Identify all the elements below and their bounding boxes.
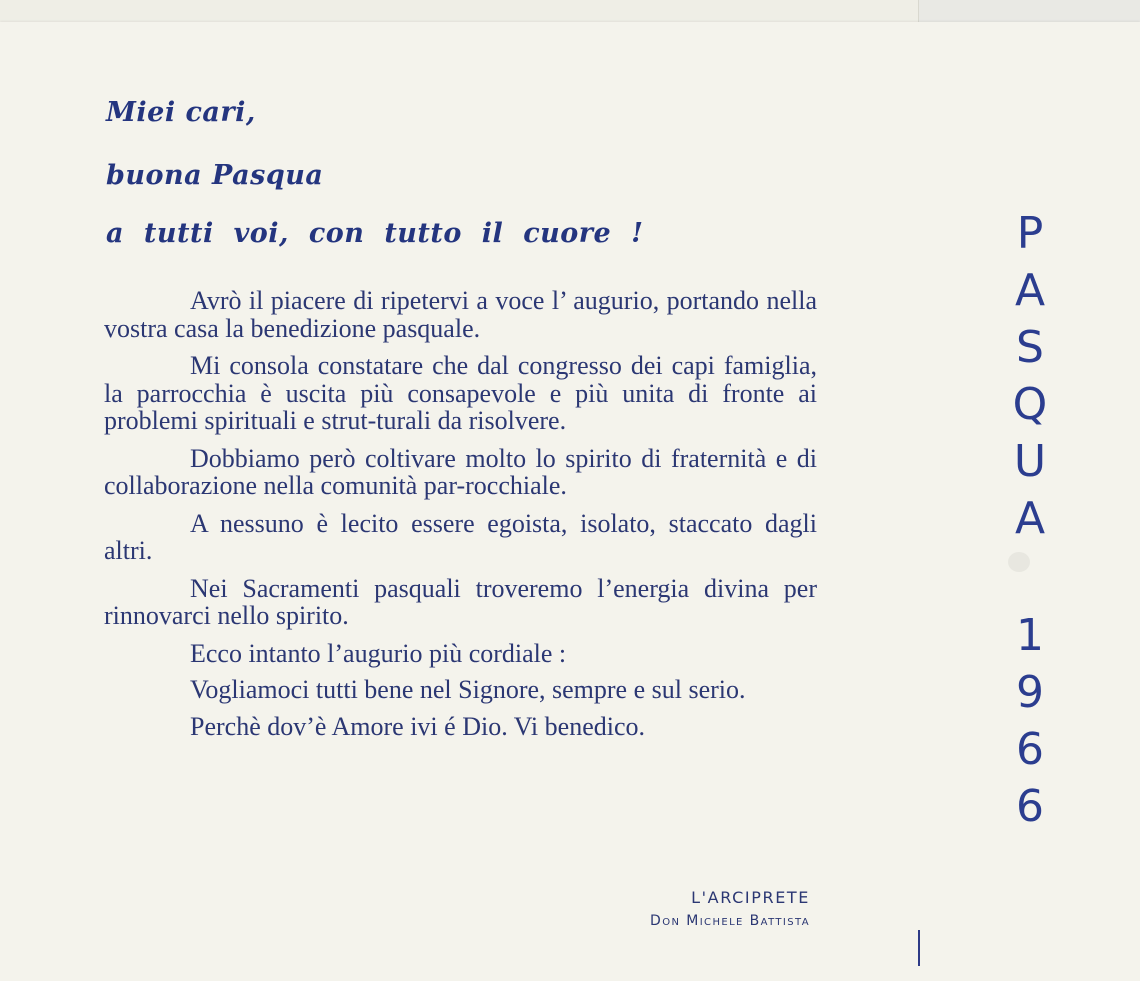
vertical-letter: U — [1013, 436, 1047, 487]
vertical-digit: 6 — [1016, 724, 1044, 775]
signature-name: Don Michele Battista — [650, 913, 810, 929]
vertical-digit: 1 — [1016, 610, 1044, 661]
vertical-spacer — [985, 547, 1075, 607]
paragraph: Avrò il piacere di ripetervi a voce l’ augurio, portando nella vostra casa la benedizione pasquale. — [104, 286, 817, 343]
vertical-letter: P — [1016, 208, 1044, 259]
paragraph: Nei Sacramenti pasquali troveremo l’energia divina per rinnovarci nello spirito. — [104, 573, 817, 630]
vertical-letter: A — [1014, 265, 1046, 316]
paragraph: Vogliamoci tutti bene nel Signore, sempre e sul serio. — [190, 675, 746, 704]
greeting-line-3: a tutti voi, con tutto il cuore ! — [106, 218, 644, 249]
greeting-line-2: buona Pasqua — [106, 160, 324, 191]
paper-stain — [1008, 552, 1030, 572]
vertical-digit: 9 — [1016, 667, 1044, 718]
paragraph: Perchè dov’è Amore ivi é Dio. Vi benedico. — [190, 711, 645, 741]
paragraph: Ecco intanto l’augurio più cordiale : — [190, 638, 567, 668]
signature-title: L'ARCIPRETE — [691, 888, 810, 907]
paragraph: Dobbiamo però coltivare molto lo spirito di fraternità e di collaborazione nella comunità par-rocchiale. — [104, 443, 817, 500]
vertical-letter: A — [1014, 493, 1046, 544]
paragraph: Mi consola constatare che dal congresso dei capi famiglia, la parrocchia è uscita più consapevole e più unita di fronte ai problemi spirituali e strut-turali da risolvere. — [104, 351, 817, 435]
vertical-digit: 6 — [1016, 781, 1044, 832]
greeting-line-1: Miei cari, — [106, 97, 256, 128]
signature-block — [650, 888, 810, 929]
letter-body — [104, 287, 817, 750]
vertical-letter: S — [1016, 322, 1044, 373]
vertical-pasqua-1966 — [985, 205, 1075, 835]
paragraph: A nessuno è lecito essere egoista, isolato, staccato dagli altri. — [104, 508, 817, 565]
fold-mark — [918, 930, 920, 966]
vertical-letter: Q — [1012, 379, 1048, 430]
